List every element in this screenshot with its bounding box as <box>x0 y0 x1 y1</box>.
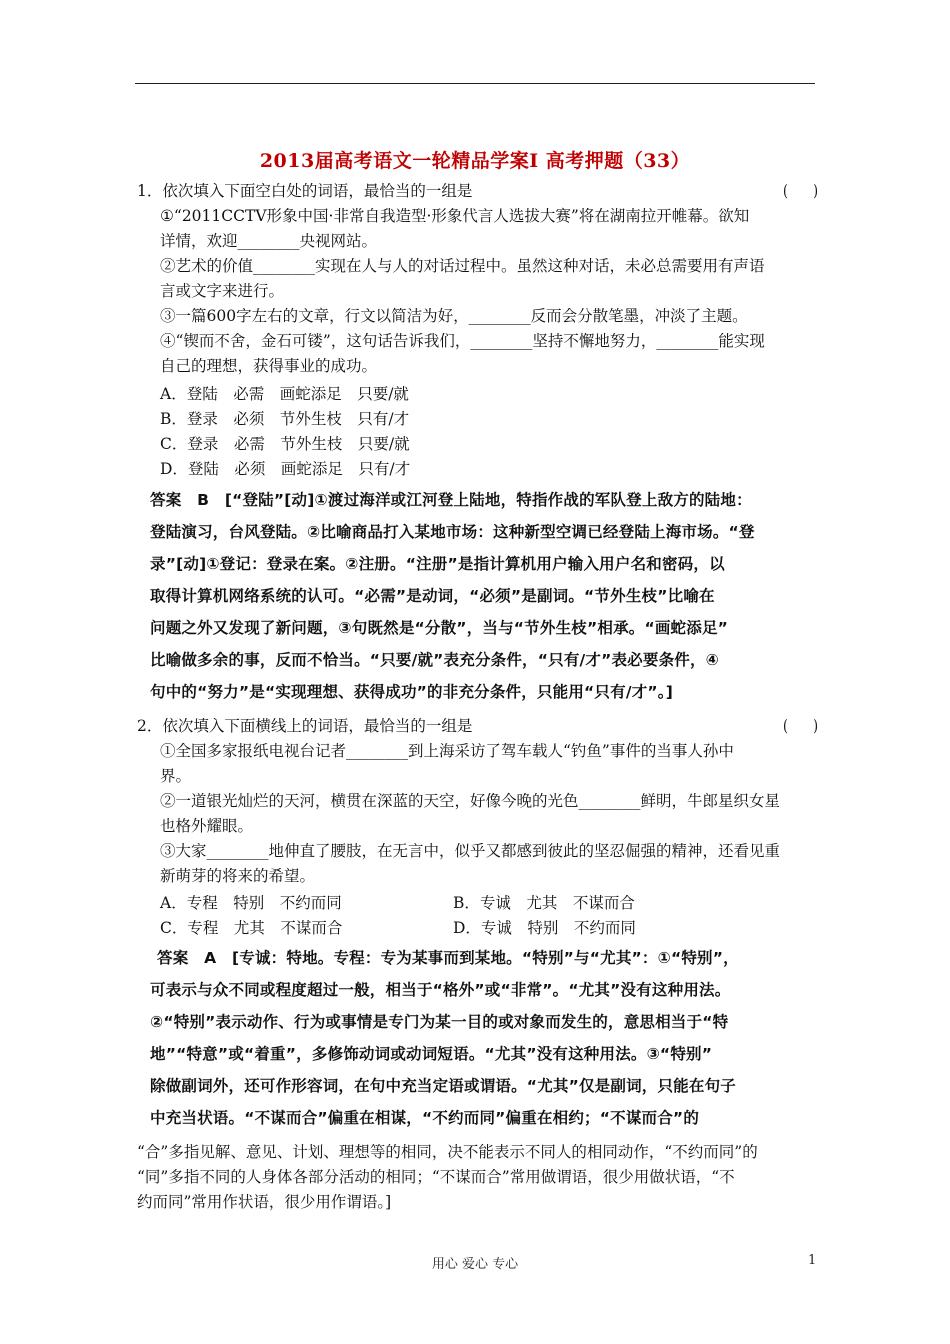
q2-answer-line-3: ②“特别”表示动作、行为或事情是专门为某一目的或对象而发生的，意思相当于“特 <box>150 1013 729 1031</box>
q2-line-2: 界。 <box>160 767 192 785</box>
q2-tail-line-3: 约而同”常用作状语，很少用作谓语。] <box>137 1193 392 1211</box>
q1-line-2: 详情，欢迎________央视网站。 <box>160 232 378 250</box>
q2-stem: 2．依次填入下面横线上的词语，最恰当的一组是 <box>137 717 473 735</box>
q2-line-5: ③大家________地伸直了腰肢，在无言中，似乎又都感到彼此的坚忍倔强的精神，还看见重 <box>160 842 781 860</box>
q2-answer-paren: ( ) <box>783 717 819 735</box>
q2-answer-line-5: 除做副词外，还可作形容词，在句中充当定语或谓语。“尤其”仅是副词，只能在句子 <box>150 1077 736 1095</box>
q1-answer-line-3: 录”[动]①登记：登录在案。②注册。“注册”是指计算机用户输入用户名和密码，以 <box>150 555 725 573</box>
q1-answer-line-4: 取得计算机网络系统的认可。“必需”是动词，“必须”是副词。“节外生枝”比喻在 <box>150 587 715 605</box>
q1-line-7: 自己的理想，获得事业的成功。 <box>160 357 378 375</box>
page-number: 1 <box>808 1253 817 1268</box>
q2-answer-line-2: 可表示与众不同或程度超过一般，相当于“格外”或“非常”。“尤其”没有这种用法。 <box>150 981 731 999</box>
q2-option-c: C．专程 尤其 不谋而合 <box>160 919 343 937</box>
q2-line-4: 也格外耀眼。 <box>160 817 254 835</box>
q1-answer-paren: ( ) <box>783 182 819 200</box>
q1-line-6: ④“锲而不舍，金石可镂”，这句话告诉我们，________坚持不懈地努力，________能实现 <box>160 332 765 350</box>
q1-stem: 1．依次填入下面空白处的词语，最恰当的一组是 <box>137 182 473 200</box>
q2-answer-line-1: 答案 A [专诚：特地。专程：专为某事而到某地。“特别”与“尤其”：①“特别”， <box>157 949 739 967</box>
header-rule <box>135 83 815 84</box>
q1-option-a: A．登陆 必需 画蛇添足 只要/就 <box>160 385 409 403</box>
q2-option-b: B．专诚 尤其 不谋而合 <box>453 894 635 912</box>
q1-line-4: 言或文字来进行。 <box>160 282 285 300</box>
q2-option-a: A．专程 特别 不约而同 <box>160 894 342 912</box>
q1-answer-line-2: 登陆演习，台风登陆。②比喻商品打入某地市场：这种新型空调已经登陆上海市场。“登 <box>150 523 755 541</box>
q2-line-1: ①全国多家报纸电视台记者________到上海采访了驾车载人“钓鱼”事件的当事人孙中 <box>160 742 734 760</box>
q1-answer-line-5: 问题之外又发现了新问题，③句既然是“分散”，当与“节外生枝”相承。“画蛇添足” <box>150 619 729 637</box>
q2-tail-line-1: “合”多指见解、意见、计划、理想等的相同，决不能表示不同人的相同动作，“不约而同”的 <box>137 1143 758 1161</box>
q1-answer-line-1: 答案 B [“登陆”[动]①渡过海洋或江河登上陆地，特指作战的军队登上敌方的陆地： <box>150 491 752 509</box>
q2-answer-line-6: 中充当状语。“不谋而合”偏重在相谋，“不约而同”偏重在相约；“不谋而合”的 <box>150 1109 700 1127</box>
page-footer: 用心 爱心 专心 <box>431 1257 519 1272</box>
q1-line-3: ②艺术的价值________实现在人与人的对话过程中。虽然这种对话，未必总需要用有声语 <box>160 257 765 275</box>
q2-line-3: ②一道银光灿烂的天河，横贯在深蓝的天空，好像今晚的光色________鲜明，牛郎星织女星 <box>160 792 781 810</box>
q1-line-1: ①“2011CCTV形象中国·非常自我造型·形象代言人选拔大赛”将在湖南拉开帷幕。欲知 <box>160 207 750 225</box>
q1-answer-line-7: 句中的“努力”是“实现理想、获得成功”的非充分条件，只能用“只有/才”。] <box>150 683 674 701</box>
q1-option-b: B．登录 必须 节外生枝 只有/才 <box>160 410 410 428</box>
q2-answer-line-4: 地”“特意”或“着重”，多修饰动词或动词短语。“尤其”没有这种用法。③“特别” <box>150 1045 713 1063</box>
q2-tail-line-2: “同”多指不同的人身体各部分活动的相同；“不谋而合”常用做谓语，很少用做状语，“不 <box>137 1168 735 1186</box>
q1-option-d: D．登陆 必须 画蛇添足 只有/才 <box>160 460 411 478</box>
page-title: 2013届高考语文一轮精品学案Ⅰ 高考押题（33） <box>259 150 691 172</box>
q1-answer-line-6: 比喻做多余的事，反而不恰当。“只要/就”表充分条件，“只有/才”表必要条件，④ <box>150 651 719 669</box>
q1-option-c: C．登录 必需 节外生枝 只要/就 <box>160 435 410 453</box>
q1-line-5: ③一篇600字左右的文章，行文以简洁为好，________反而会分散笔墨，冲淡了主题。 <box>160 307 748 325</box>
q2-line-6: 新萌芽的将来的希望。 <box>160 867 316 885</box>
q2-option-d: D．专诚 特别 不约而同 <box>453 919 636 937</box>
